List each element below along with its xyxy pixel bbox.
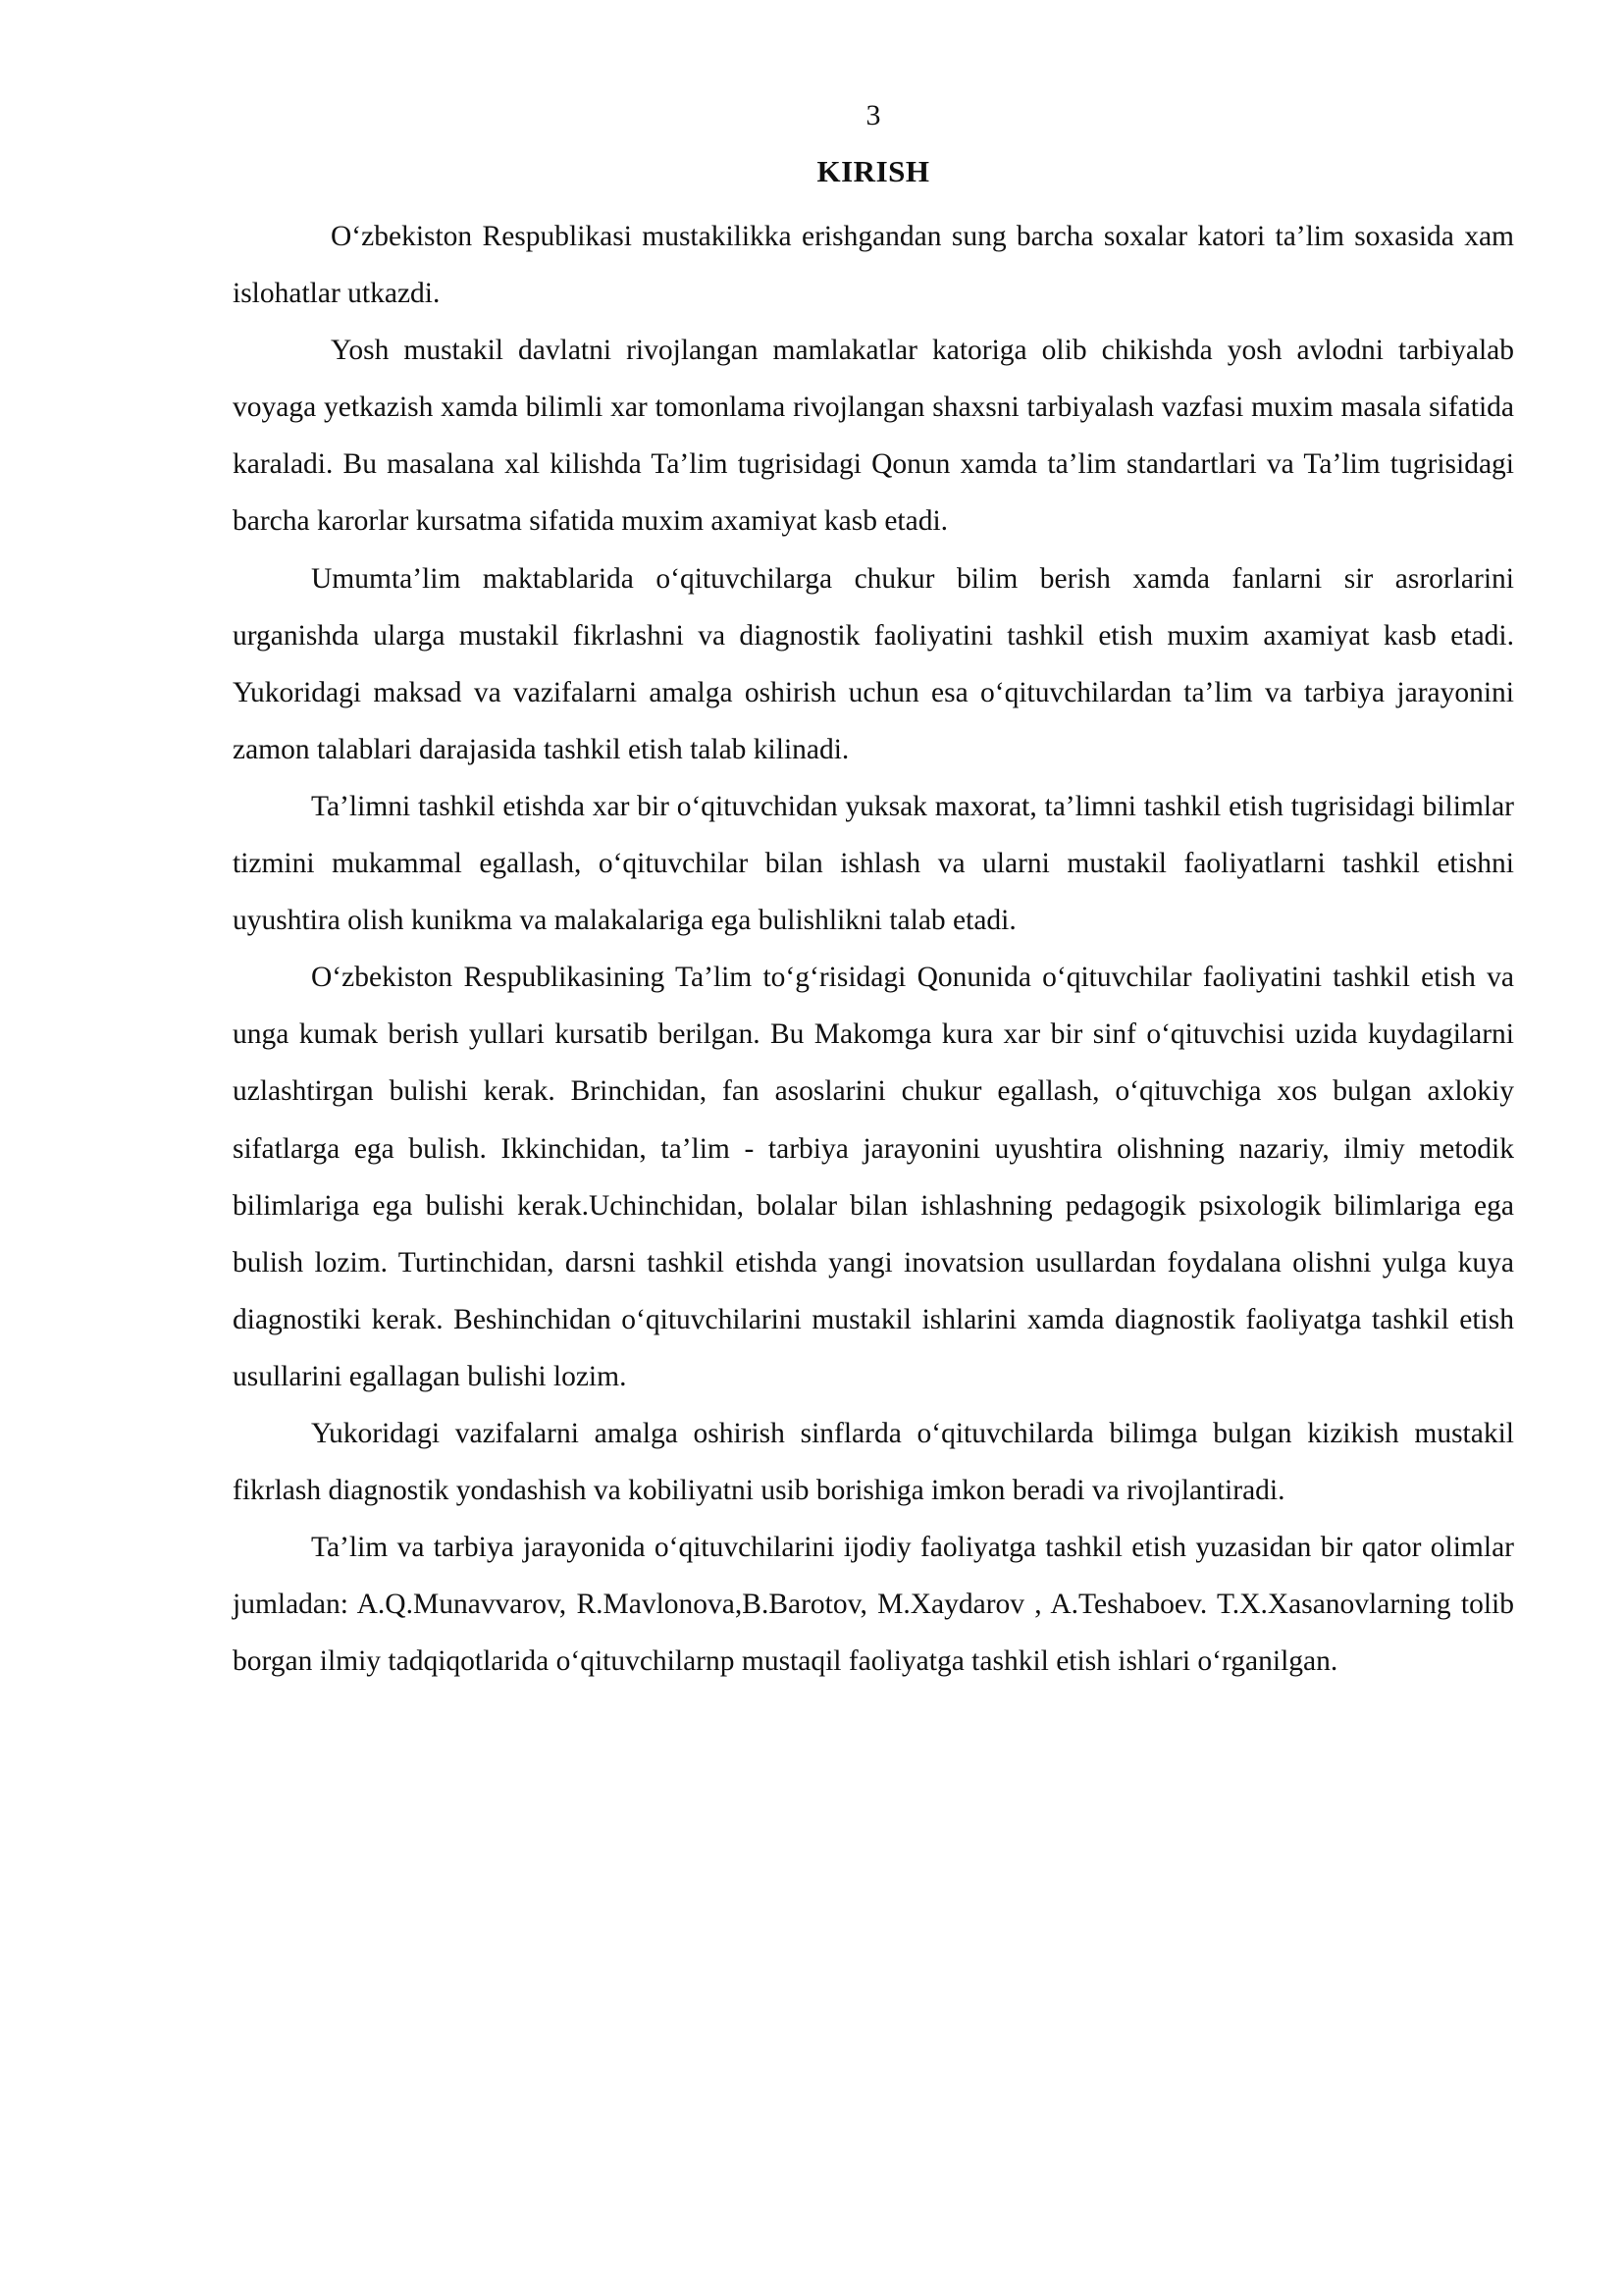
paragraph-3: Umumta’lim maktablarida o‘qituvchilarga chukur bilim berish xamda fanlarni sir asrorlarini urganishda ularga mustakil fikrlashni va diagnostik faoliyatini tashkil etish muxim axamiyat kasb etadi. Yukoridagi maksad va vazifalarni amalga oshirish uchun esa o‘qituvchilardan ta’lim va tarbiya jarayonini zamon talablari darajasida tashkil etish talab kilinadi.: [233, 562, 1514, 765]
page-number: 3: [865, 99, 881, 131]
paragraph-2: Yosh mustakil davlatni rivojlangan mamlakatlar katoriga olib chikishda yosh avlodni tarbiyalab voyaga yetkazish xamda bilimli xar tomonlama rivojlangan shaxsni tarbiyalash vazfasi muxim masala sifatida karaladi. Bu masalana xal kilishda Ta’lim tugrisidagi Qonun xamda ta’lim standartlari va Ta’lim tugrisidagi barcha karorlar kursatma sifatida muxim axamiyat kasb etadi.: [233, 335, 1514, 538]
paragraph-5: O‘zbekiston Respublikasining Ta’lim to‘g‘risidagi Qonunida o‘qituvchilar faoliyatini tashkil etish va unga kumak berish yullari kursatib berilgan. Bu Makomga kura xar bir sinf o‘qituvchisi uzida kuydagilarni uzlashtirgan bulishi kerak. Brinchidan, fan asoslarini chukur egallash, o‘qituvchiga xos bulgan axlokiy sifatlarga ega bulish. Ikkinchidan, ta’lim - tarbiya jarayonini uyushtira olishning nazariy, ilmiy metodik bilimlariga ega bulishi kerak.Uchinchidan, bolalar bilan ishlashning pedagogik psixologik bilimlariga ega bulish lozim. Turtinchidan, darsni tashkil etishda yangi inovatsion usullardan foydalana olishni yulga kuya diagnostiki kerak. Beshinchidan o‘qituvchilarini mustakil ishlarini xamda diagnostik faoliyatga tashkil etish usullarini egallagan bulishi lozim.: [233, 962, 1514, 1392]
paragraph-7: Ta’lim va tarbiya jarayonida o‘qituvchilarini ijodiy faoliyatga tashkil etish yuzasidan bir qator olimlar jumladan: A.Q.Munavvarov, R.Mavlonova,B.Barotov, M.Xaydarov , A.Teshaboev. T.X.Xasanovlarning tolib borgan ilmiy tadqiqotlarida o‘qituvchilarnp mustaqil faoliyatga tashkil etish ishlari o‘rganilgan.: [233, 1532, 1514, 1678]
paragraph-6: Yukoridagi vazifalarni amalga oshirish sinflarda o‘qituvchilarda bilimga bulgan kizikish mustakil fikrlash diagnostik yondashish va kobiliyatni usib borishiga imkon beradi va rivojlantiradi.: [233, 1417, 1514, 1507]
paragraph-4: Ta’limni tashkil etishda xar bir o‘qituvchidan yuksak maxorat, ta’limni tashkil etish tugrisidagi bilimlar tizmini mukammal egallash, o‘qituvchilar bilan ishlash va ularni mustakil faoliyatlarni tashkil etishni uyushtira olish kunikma va malakalariga ega bulishlikni talab etadi.: [233, 790, 1514, 937]
body-text: [233, 208, 1514, 1690]
page-title: KIRISH: [816, 154, 930, 188]
paragraph-1: O‘zbekiston Respublikasi mustakilikka erishgandan sung barcha soxalar katori ta’lim soxasida xam islohatlar utkazdi.: [233, 221, 1514, 310]
